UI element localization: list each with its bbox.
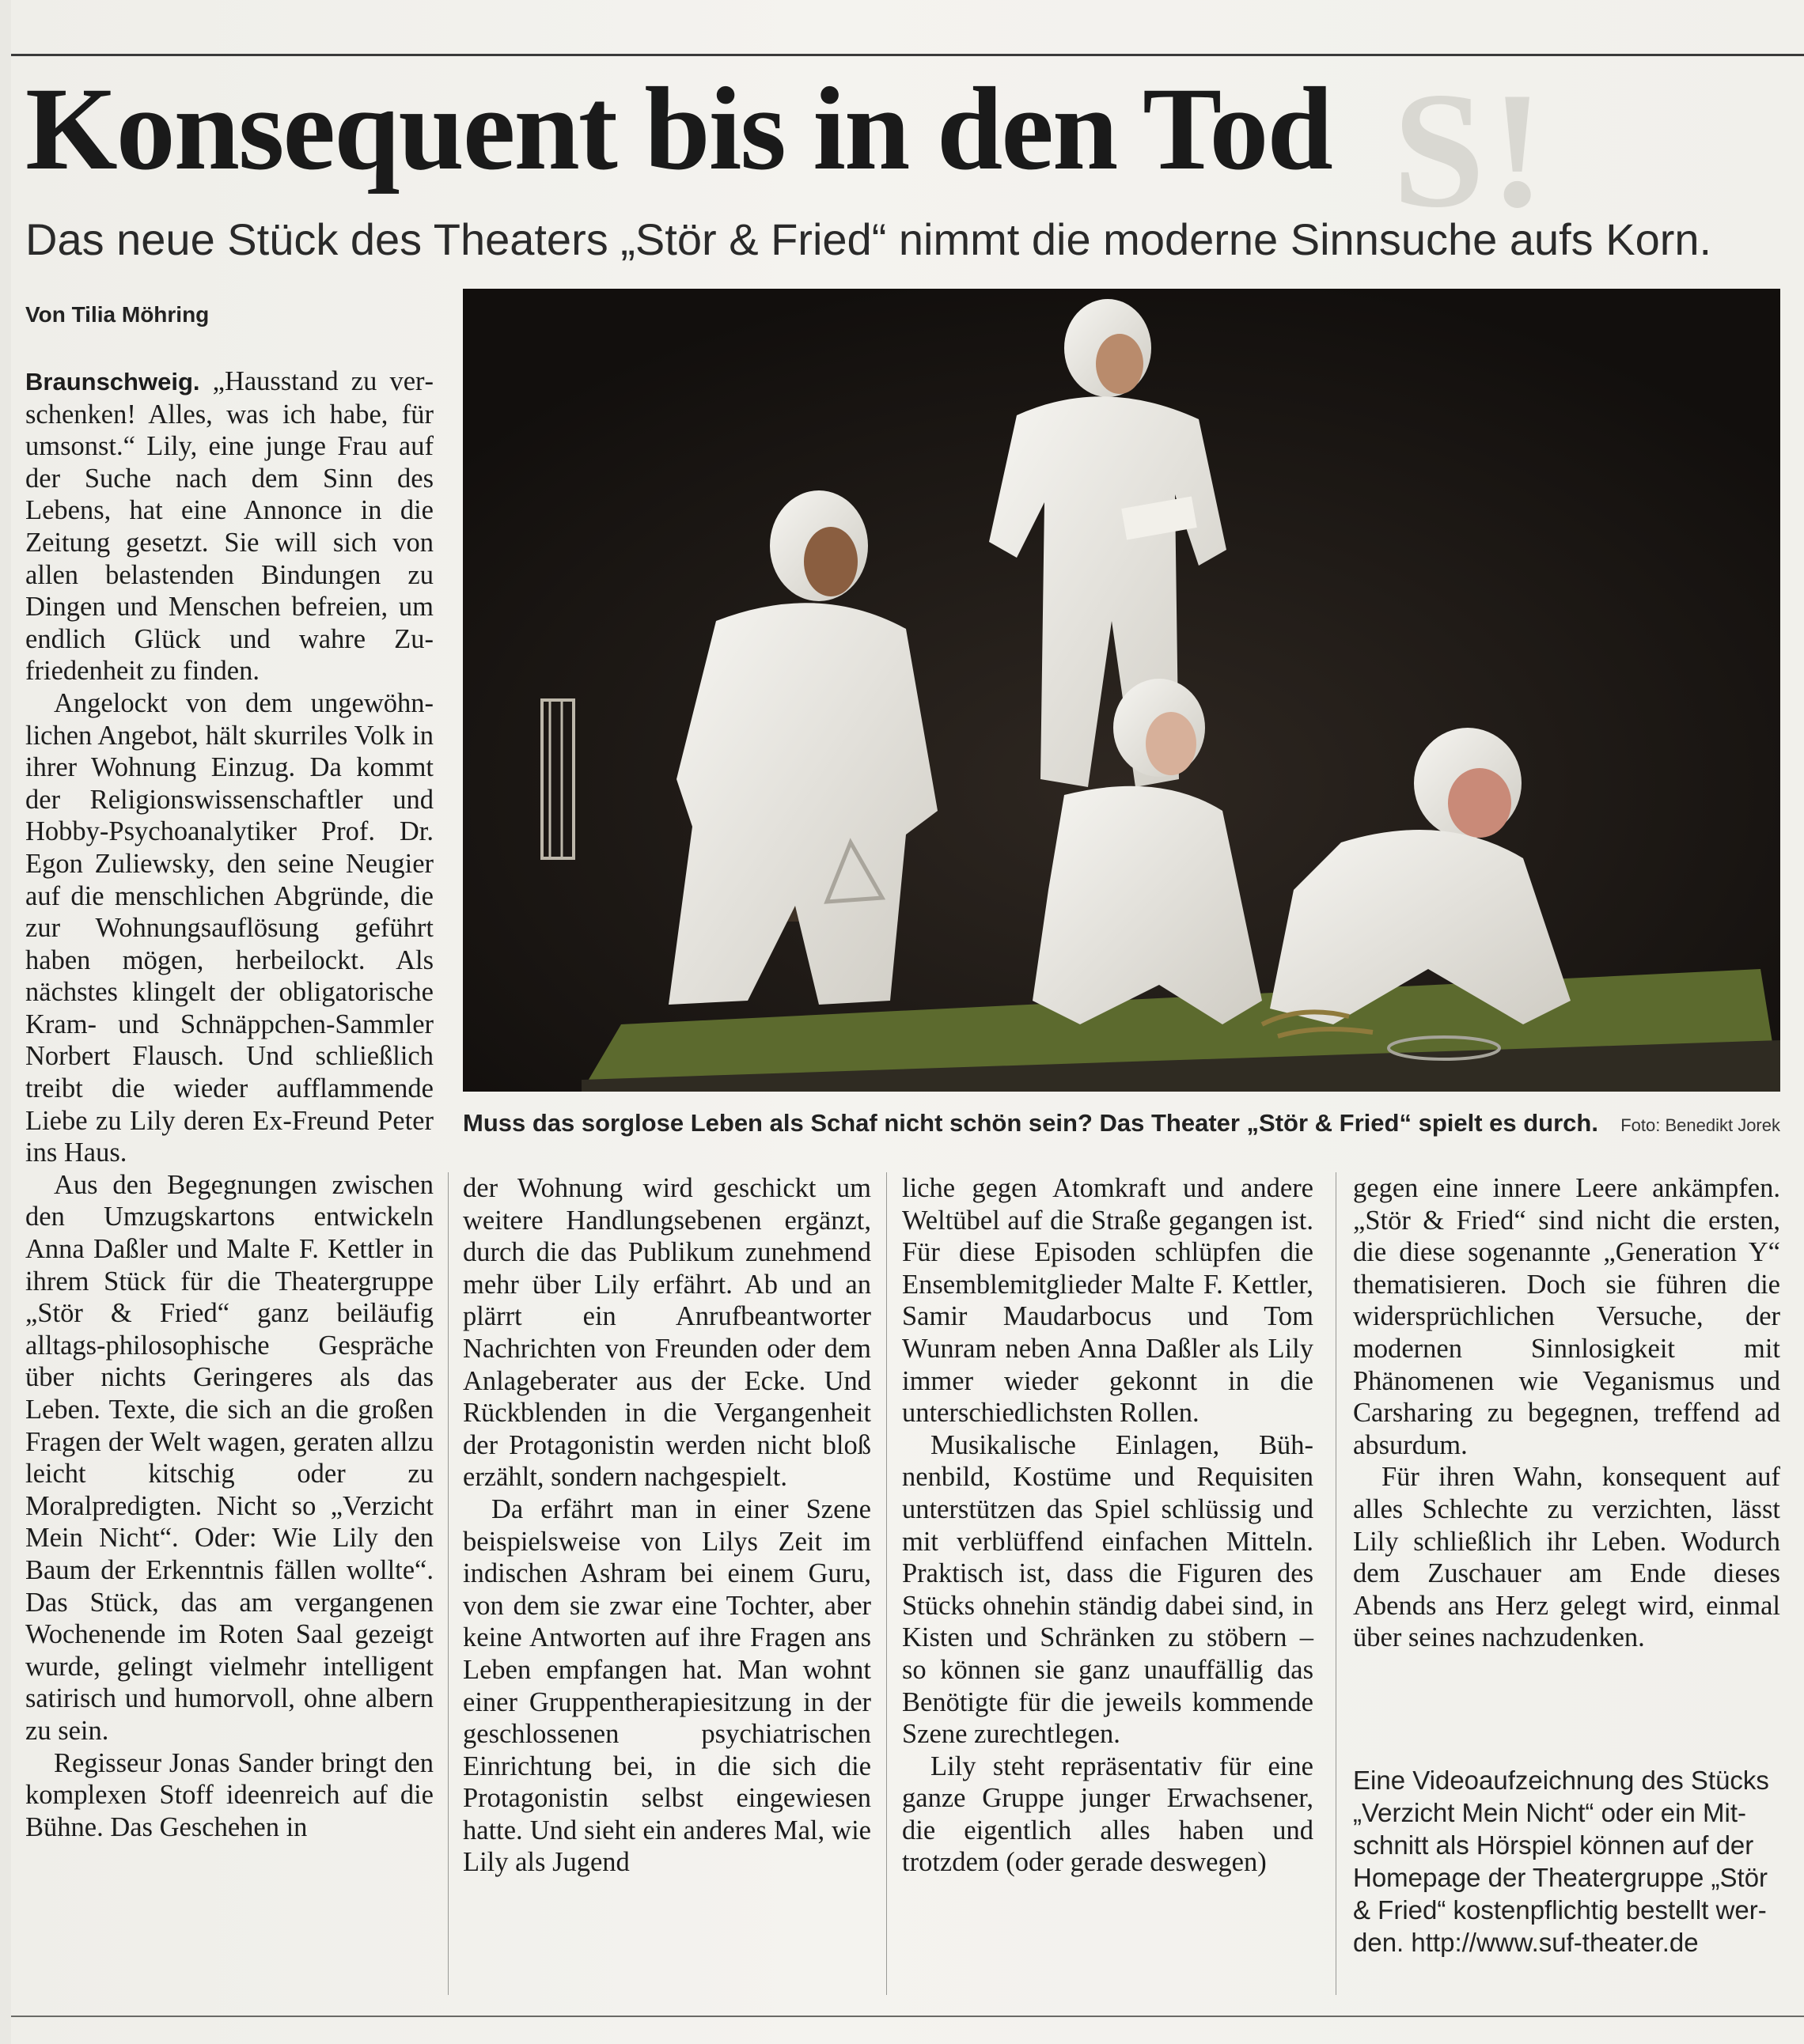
paragraph: Lily steht repräsentativ für eine ganze Gruppe junger Erwachsener, die eigentlich alles haben und trotzdem (oder gerade deswegen): [902, 1751, 1313, 1878]
headline: Konsequent bis in den Tod: [25, 63, 1332, 195]
top-rule: [11, 54, 1804, 56]
paragraph: Musikalische Einlagen, Bühnenbild, Kostüme und Requisiten unterstützen das Spiel schlüssig und mit verblüffend einfachen Mitteln. Praktisch ist, dass die Figuren des Stücks ohnehin ständig dabei sind, in Kisten und Schränken zu stöbern – so können sie ganz unauffällig das Benötigte für die jeweils kommende Szene zurechtlegen.: [902, 1429, 1313, 1750]
photo-credit: Foto: Benedikt Jorek: [1620, 1115, 1780, 1135]
paragraph: [25, 365, 434, 687]
column-divider: [448, 1172, 449, 1995]
bottom-rule: [11, 2016, 1804, 2017]
paragraph: Da erfährt man in einer Szene beispielsweise von Lilys Zeit im indischen Ashram bei einem Guru, von dem sie zwar eine Tochter, aber keine Antworten auf ihre Fragen ans Leben empfangen hat. Man wohnt einer Gruppentherapiesitzung in der geschlossenen psychiatrischen Einrichtung bei, in die sich die Protagonistin selbst eingewiesen hatte. Und sieht ein anderes Mal, wie Lily als Jugend: [463, 1493, 871, 1878]
stage-photo: [463, 289, 1780, 1092]
column-divider: [886, 1172, 887, 1995]
article-column-2: [463, 1172, 871, 1879]
paragraph: liche gegen Atomkraft und andere Weltübel auf die Straße gegangen ist. Für diese Episoden schlüpfen die Ensemblemitglieder Malte F. Kettler, Samir Maudarbocus und Tom Wunram neben Anna Daßler als Lily immer wieder gekonnt in die unterschiedlichsten Rollen.: [902, 1173, 1313, 1429]
dateline: Braunschweig.: [25, 368, 200, 396]
paragraph-text: „Hausstand zu verschenken! Alles, was ich habe, für umsonst.“ Lily, eine junge Frau auf der Suche nach dem Sinn des Lebens, hat eine Annonce in die Zeitung gesetzt. Sie will sich von allen belastenden Bindungen zu Dingen und Menschen befreien, um endlich Glück und wahre Zufriedenheit zu finden.: [25, 366, 434, 687]
article-column-4: [1353, 1172, 1780, 1654]
article-column-1: [25, 365, 434, 1843]
article-column-3: [902, 1172, 1313, 1879]
neighbor-page-bleed: S!: [1393, 59, 1550, 242]
paragraph: der Wohnung wird geschickt um weitere Handlungsebenen ergänzt, durch die das Publikum zunehmend mehr über Lily erfährt. Ab und an plärrt ein Anrufbeantworter Nachrichten von Freunden oder dem Anlageberater aus der Ecke. Und Rückblenden in die Vergangenheit der Protagonistin werden nicht bloß erzählt, sondern nachgespielt.: [463, 1173, 871, 1493]
photo-caption: Muss das sorglose Leben als Schaf nicht schön sein? Das Theater „Stör & Fried“ spielt es durch.: [463, 1109, 1598, 1137]
paragraph: Angelockt von dem ungewöhnlichen Angebot, hält skurriles Volk in ihrer Wohnung Einzug. Da kommt der Religionswissenschaftler und Hobby-Psychoanalytiker Prof. Dr. Egon Zuliewsky, den seine Neugier auf die menschlichen Abgründe, die zur Wohnungsauflösung geführt haben mögen, herbeilockt. Als nächstes klingelt der obligatorische Kram- und Schnäppchen-Sammler Norbert Flausch. Und schließlich treibt die wieder aufflammende Liebe zu Lily deren Ex-Freund Peter ins Haus.: [25, 687, 434, 1168]
subheadline: Das neue Stück des Theaters „Stör & Fried“ nimmt die moderne Sinnsuche aufs Korn.: [25, 214, 1712, 264]
byline: Von Tilia Möhring: [25, 302, 210, 327]
paragraph: Für ihren Wahn, konsequent auf alles Schlechte zu verzichten, lässt Lily schließlich ihr Leben. Wodurch dem Zuschauer am Ende dieses Abends ans Herz gelegt wird, einmal über seines nachzudenken.: [1353, 1462, 1780, 1653]
paragraph: gegen eine innere Leere ankämpfen. „Stör & Fried“ sind nicht die ersten, die diese sogenannte „Generation Y“ thematisieren. Doch sie führen die widersprüchlichen Versuche, der modernen Sinnlosigkeit mit Phänomenen wie Veganismus und Carsharing zu begegnen, treffend ad absurdum.: [1353, 1173, 1780, 1460]
info-box: Eine Videoaufzeichnung des Stücks „Verzicht Mein Nicht“ oder ein Mitschnitt als Hörspiel können auf der Homepage der Theatergruppe „Stör & Fried“ kostenpflichtig bestellt werden. http://www.suf-theater.de: [1353, 1766, 1769, 1957]
paragraph: Regisseur Jonas Sander bringt den komplexen Stoff ideenreich auf die Bühne. Das Geschehen in: [25, 1747, 434, 1842]
paragraph: Aus den Begegnungen zwischen den Umzugskartons entwickeln Anna Daßler und Malte F. Kettler in ihrem Stück für die Theatergruppe „Stör & Fried“ ganz beiläufig alltags-philosophische Gespräche über nichts Geringeres als das Leben. Texte, die sich an die großen Fragen der Welt wagen, geraten allzu leicht kitschig oder zu Moralpredigten. Nicht so „Verzicht Mein Nicht“. Oder: Wie Lily den Baum der Erkenntnis fällen wollte“. Das Stück, das am vergangenen Wochenende im Roten Saal gezeigt wurde, gelingt vielmehr intelligent satirisch und humorvoll, ohne albern zu sein.: [25, 1169, 434, 1746]
